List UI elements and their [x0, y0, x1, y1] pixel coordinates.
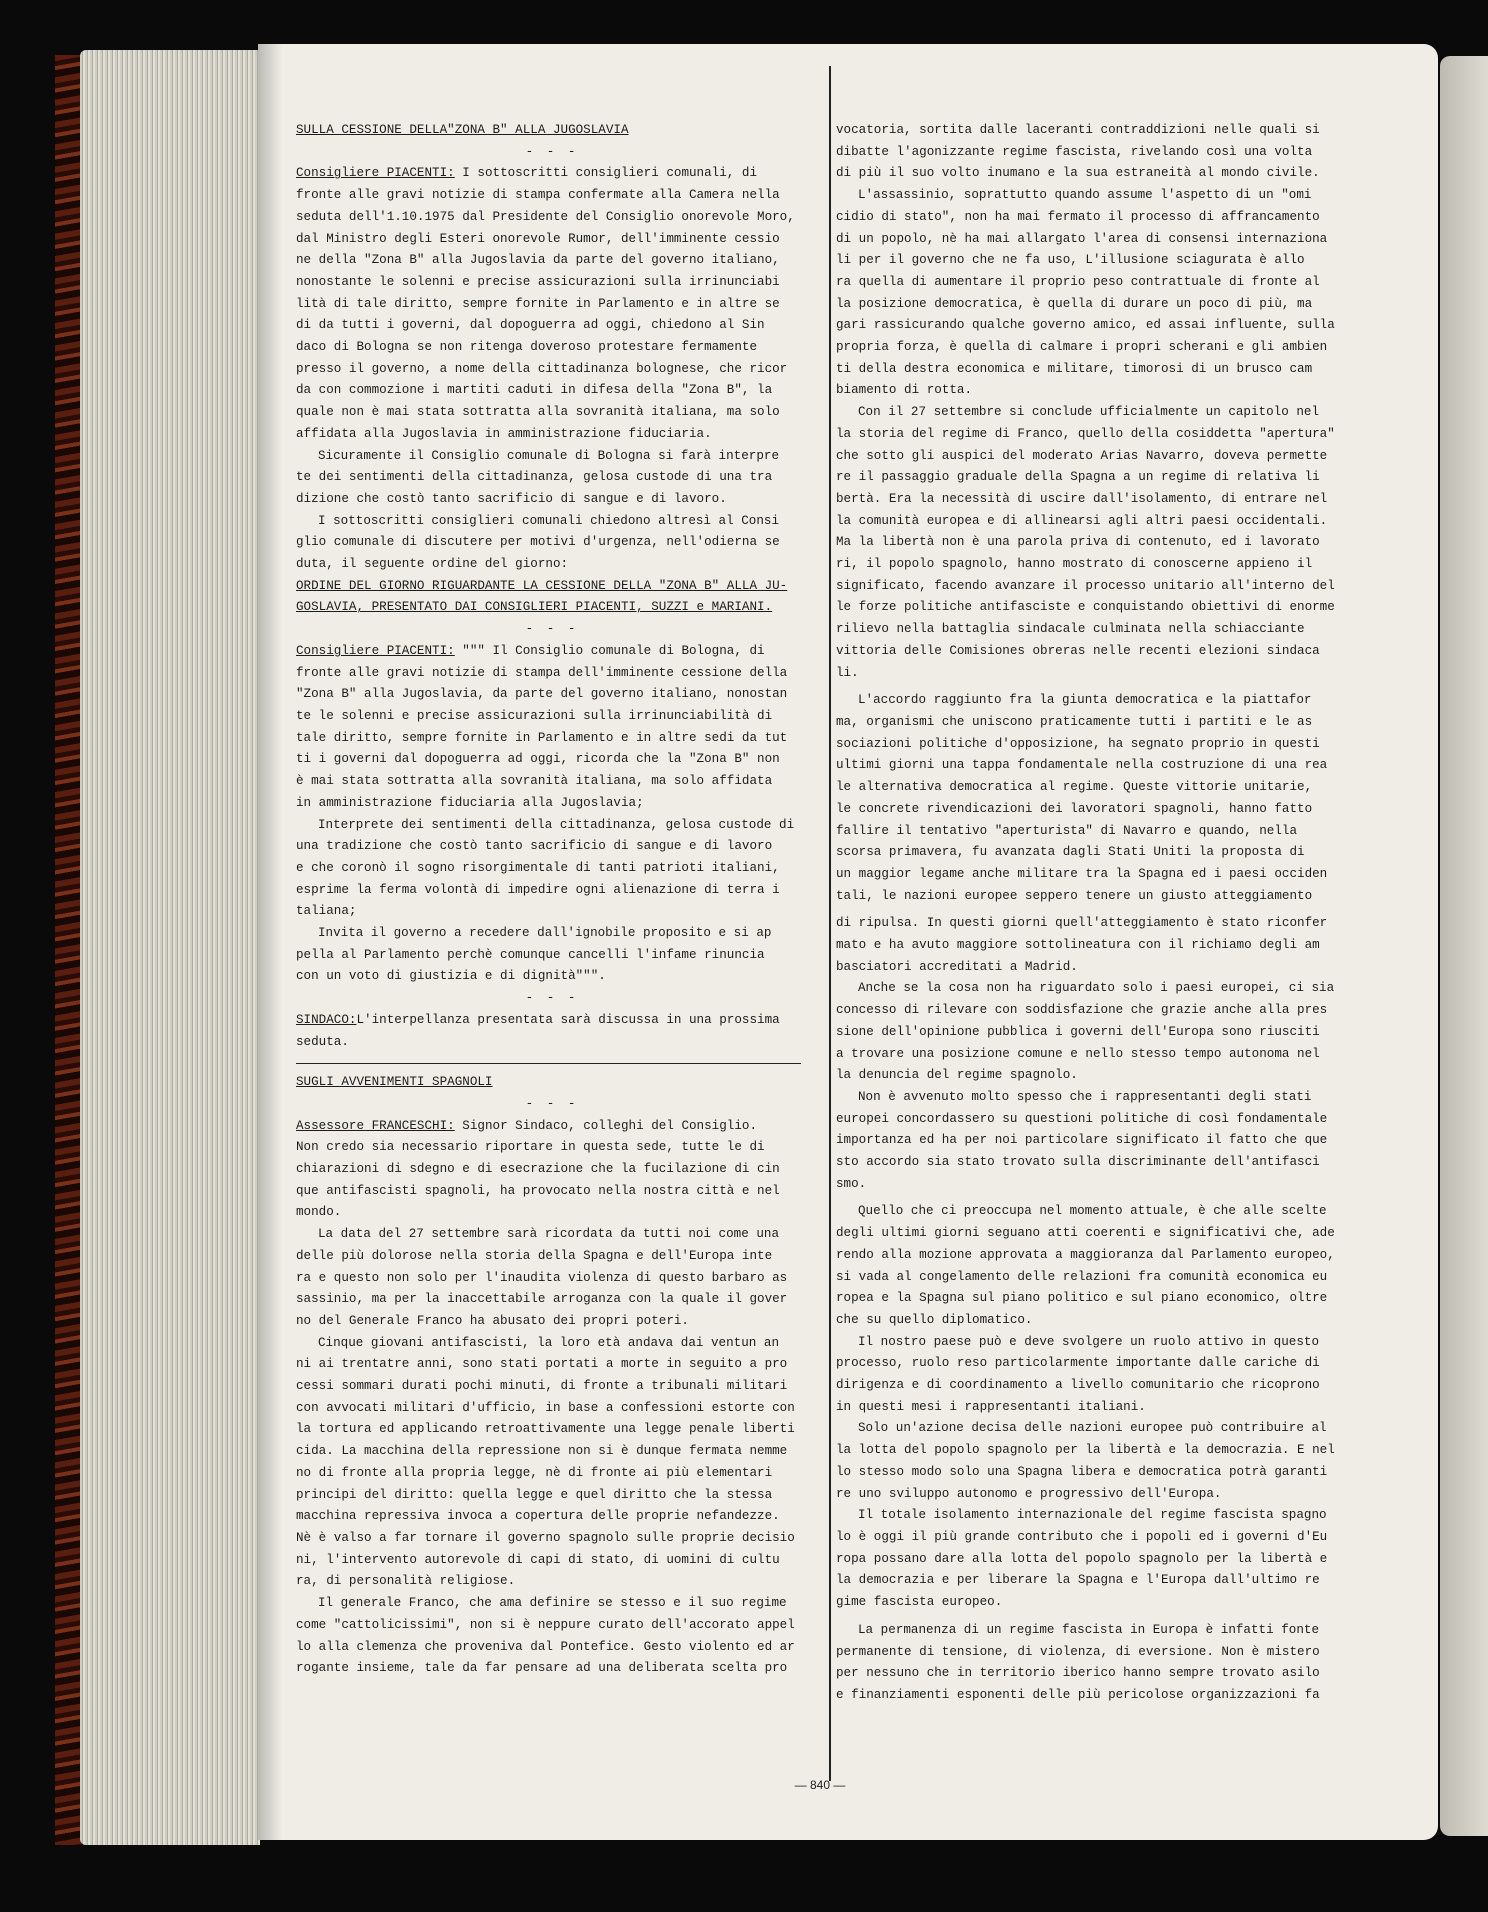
text-line: è mai stata sottratta alla sovranità italiana, ma solo affidata [296, 774, 773, 789]
text-line: vittoria delle Comisiones obreras nelle recenti elezioni sindaca [836, 643, 1320, 658]
text-line: ra quella di aumentare il proprio peso contrattuale di fronte al [836, 274, 1320, 289]
paragraph [296, 641, 808, 815]
text-line: le concrete rivendicazioni dei lavoratori spagnoli, hanno fatto [836, 801, 1313, 816]
text-line: """ Il Consiglio comunale di Bologna, di [454, 643, 765, 658]
right-column [836, 120, 1346, 1707]
paragraph [296, 1593, 808, 1680]
text-line: te le solenni e precise assicurazioni sulla irrinunciabilità di [296, 708, 773, 723]
text-line: gime fascista europeo. [836, 1595, 1003, 1610]
text-line: La data del 27 settembre sarà ricordata da tutti noi come una [318, 1227, 780, 1242]
paragraph [296, 446, 808, 511]
text-line: ni ai trentatre anni, sono stati portati a morte in seguito a pro [296, 1357, 788, 1372]
paragraph [836, 1505, 1346, 1614]
text-line: re il passaggio graduale della Spagna a un regime di relativa li [836, 470, 1320, 485]
text-line: rendo alla mozione approvata a maggioranza dal Parlamento europeo, [836, 1247, 1335, 1262]
text-line: biamento di rotta. [836, 383, 973, 398]
paragraph [836, 120, 1346, 185]
text-line: Quello che ci preoccupa nel momento attuale, è che alle scelte [858, 1204, 1327, 1219]
text-line: dibatte l'agonizzante regime fascista, rivelando così una volta [836, 144, 1313, 159]
text-line: le alternativa democratica al regime. Queste vittorie unitarie, [836, 780, 1313, 795]
text-line: di ripulsa. In questi giorni quell'atteggiamento è stato riconfer [836, 916, 1328, 931]
text-line: dizione che costò tanto sacrificio di sangue e di lavoro. [296, 491, 727, 506]
text-line: Signor Sindaco, colleghi del Consiglio. [454, 1118, 758, 1133]
text-line: di un popolo, nè ha mai allargato l'area di consensi internaziona [836, 231, 1328, 246]
text-line: La permanenza di un regime fascista in Europa è infatti fonte [858, 1622, 1320, 1637]
text-line: Ma la libertà non è una parola priva di contenuto, ed i lavorato [836, 535, 1320, 550]
text-line: le forze politiche antifasciste e conquistando obiettivi di enorme [836, 600, 1335, 615]
text-line: sione dell'opinione pubblica i governi dell'Europa sono riusciti [836, 1024, 1320, 1039]
text-line: lità di tale diritto, sempre fornite in Parlamento e in altre se [296, 296, 780, 311]
text-line: Cinque giovani antifascisti, la loro età andava dai ventun an [318, 1335, 780, 1350]
text-line: degli ultimi giorni seguano atti coerenti e significativi che, ade [836, 1226, 1335, 1241]
text-line: importanza ed ha per noi particolare significato il fatto che que [836, 1133, 1328, 1148]
text-line: ropa possano dare alla lotta del popolo spagnolo per la libertà e [836, 1551, 1328, 1566]
odg-title [296, 576, 808, 619]
paragraph [836, 402, 1346, 684]
text-line: macchina repressiva invoca a copertura delle proprie nefandezze. [296, 1509, 780, 1524]
paragraph [836, 185, 1346, 402]
speaker-label: Assessore FRANCESCHI: [296, 1118, 455, 1133]
paragraph [836, 690, 1346, 978]
paragraph [296, 511, 808, 576]
text-line: gari rassicurando qualche governo amico, ed assai influente, sulla [836, 318, 1335, 333]
text-line: una tradizione che costò tanto sacrificio di sangue e di lavoro [296, 839, 773, 854]
text-line: delle più dolorose nella storia della Spagna e dell'Europa inte [296, 1248, 773, 1263]
paragraph [836, 1087, 1346, 1196]
text-line: che su quello diplomatico. [836, 1312, 1033, 1327]
speaker-label: Consigliere PIACENTI: [296, 166, 455, 181]
text-line: vocatoria, sortita dalle laceranti contraddizioni nelle quali si [836, 123, 1320, 137]
text-line: li. [836, 665, 859, 680]
paragraph [836, 1418, 1346, 1505]
text-line: "Zona B" alla Jugoslavia, da parte del governo italiano, nonostan [296, 687, 788, 702]
text-line: GOSLAVIA, PRESENTATO DAI CONSIGLIERI PIACENTI, SUZZI e MARIANI. [296, 600, 773, 615]
text-line: te dei sentimenti della cittadinanza, gelosa custode di una tra [296, 470, 773, 485]
text-line: lo alla clemenza che proveniva dal Pontefice. Gesto violento ed ar [296, 1639, 795, 1654]
text-line: esprime la ferma volontà di impedire ogni alienazione di terra i [296, 882, 780, 897]
text-line: Non credo sia necessario riportare in questa sede, tutte le di [296, 1140, 765, 1155]
text-line: da con commozione i martiti caduti in difesa della "Zona B", la [296, 383, 773, 398]
text-line: ma, organismi che uniscono praticamente tutti i partiti e le as [836, 714, 1313, 729]
paragraph [296, 1010, 808, 1053]
paragraph [296, 1224, 808, 1333]
paragraph [296, 923, 808, 988]
text-line: la democrazia e per liberare la Spagna e l'Europa dall'ultimo re [836, 1573, 1320, 1588]
text-line: con un voto di giustizia e di dignità""". [296, 969, 606, 984]
text-line: ti della destra economica e militare, timorosi di un brusco cam [836, 361, 1313, 376]
facing-page-edge [1440, 56, 1488, 1836]
text-line: bertà. Era la necessità di uscire dall'isolamento, di entrare nel [836, 491, 1328, 506]
text-line: e finanziamenti esponenti delle più pericolose organizzazioni fa [836, 1687, 1320, 1702]
text-line: principi del diritto: quella legge e quel diritto che la stessa [296, 1487, 773, 1502]
text-line: Nè è valso a far tornare il governo spagnolo sulle proprie decisio [296, 1531, 795, 1545]
paragraph [836, 1201, 1346, 1331]
text-line: sassinio, ma per la inaccettabile arroganza con la quale il gover [296, 1292, 788, 1307]
text-line: rilievo nella battaglia sindacale culminata nella schiacciante [836, 622, 1305, 637]
text-line: scorsa primavera, fu avanzata dagli Stati Uniti la proposta di [836, 845, 1305, 860]
text-line: in questi mesi i rappresentanti italiani. [836, 1399, 1146, 1414]
text-line: daco di Bologna se non ritenga doveroso protestare fermamente [296, 340, 758, 355]
text-line: rogante insieme, tale da far pensare ad una deliberata scelta pro [296, 1661, 788, 1676]
text-line: di da tutti i governi, dal dopoguerra ad oggi, chiedono al Sin [296, 318, 765, 333]
text-line: con avvocati militari d'ufficio, in base a confessioni estorte con [296, 1400, 795, 1415]
text-line: que antifascisti spagnoli, ha provocato nella nostra città e nel [296, 1183, 780, 1198]
text-line: fronte alle gravi notizie di stampa confermate alla Camera nella [296, 188, 780, 203]
text-line: significato, facendo avanzare il processo unitario all'interno del [836, 578, 1335, 593]
text-line: che sotto gli auspici del moderato Arias Navarro, doveva permette [836, 448, 1328, 463]
paragraph [836, 1332, 1346, 1419]
text-line: Il nostro paese può e deve svolgere un ruolo attivo in questo [858, 1334, 1320, 1349]
text-line: no del Generale Franco ha abusato dei propri poteri. [296, 1313, 689, 1328]
text-line: lo stesso modo solo una Spagna libera e democratica potrà garanti [836, 1464, 1328, 1479]
text-line: affidata alla Jugoslavia in amministrazione fiduciaria. [296, 426, 712, 441]
text-line: seduta dell'1.10.1975 dal Presidente del Consiglio onorevole Moro, [296, 209, 795, 224]
text-line: Il generale Franco, che ama definire se stesso e il suo regime [318, 1596, 787, 1611]
section-heading-spagna: SUGLI AVVENIMENTI SPAGNOLI [296, 1075, 493, 1090]
text-line: si vada al congelamento delle relazioni fra comunità economica eu [836, 1269, 1328, 1284]
text-line: e che coronò il sogno risorgimentale di tanti patrioti italiani, [296, 860, 780, 875]
text-line: Sicuramente il Consiglio comunale di Bologna si farà interpre [318, 448, 780, 463]
text-line: mato e ha avuto maggiore sottolineatura con il richiamo degli am [836, 938, 1320, 953]
text-line: nonostante le solenni e precise assicurazioni sulla irrinunciabi [296, 274, 780, 289]
text-line: un maggior legame anche militare tra la Spagna ed i paesi occiden [836, 866, 1328, 881]
text-line: cessi sommari durati pochi minuti, di fronte a tribunali militari [296, 1379, 788, 1394]
text-line: Con il 27 settembre si conclude ufficialmente un capitolo nel [858, 405, 1320, 420]
text-line: no di fronte alla propria legge, nè di fronte ai più elementari [296, 1465, 773, 1480]
text-line: fallire il tentativo "aperturista" di Navarro e quando, nella [836, 823, 1298, 838]
text-line: a trovare una posizione comune e nello stesso tempo autonoma nel [836, 1046, 1320, 1061]
text-line: lo è oggi il più grande contributo che i popoli ed i governi d'Eu [836, 1530, 1328, 1544]
text-line: ri, il popolo spagnolo, hanno mostrato di conoscerne appieno il [836, 557, 1313, 572]
text-line: tali, le nazioni europee seppero tenere un giusto atteggiamento [836, 888, 1313, 903]
text-line: sociazioni politiche d'opposizione, ha segnato proprio in questi [836, 736, 1320, 751]
separator: - - - [525, 144, 579, 159]
text-line: come "cattolicissimi", non si è neppure curato dell'accorato appel [296, 1617, 795, 1632]
separator: - - - [525, 1096, 579, 1111]
separator: - - - [525, 991, 579, 1006]
text-line: mondo. [296, 1205, 342, 1220]
text-line: ropea e la Spagna sul piano politico e sul piano economico, oltre [836, 1291, 1328, 1306]
text-line: ne della "Zona B" alla Jugoslavia da parte del governo italiano, [296, 253, 780, 268]
paragraph [296, 1333, 808, 1593]
paragraph [836, 978, 1346, 1087]
text-line: in amministrazione fiduciaria alla Jugoslavia; [296, 795, 644, 810]
paragraph [836, 1620, 1346, 1707]
text-line: seduta. [296, 1034, 349, 1049]
text-line: duta, il seguente ordine del giorno: [296, 557, 569, 572]
text-line: Anche se la cosa non ha riguardato solo i paesi europei, ci sia [858, 981, 1335, 996]
text-line: I sottoscritti consiglieri comunali chiedono altresì al Consi [318, 513, 780, 528]
text-line: glio comunale di discutere per motivi d'urgenza, nell'odierna se [296, 535, 780, 550]
text-line: sto accordo sia stato trovato sulla discriminante dell'antifasci [836, 1155, 1320, 1170]
text-line: cidio di stato", non ha mai fermato il processo di affrancamento [836, 209, 1320, 224]
text-line: Solo un'azione decisa delle nazioni europee può contribuire al [858, 1421, 1327, 1436]
text-line: la storia del regime di Franco, quello della cosiddetta "apertura" [836, 426, 1335, 441]
text-line: ni, l'intervento autorevole di capi di stato, di uomini di cultu [296, 1552, 780, 1567]
speaker-label: Consigliere PIACENTI: [296, 643, 455, 658]
paragraph [296, 1116, 808, 1225]
text-line: processo, ruolo reso particolarmente importante dalle cariche di [836, 1356, 1320, 1371]
text-line: presso il governo, a nome della cittadinanza bolognese, che ricor [296, 361, 788, 376]
text-line: Invita il governo a recedere dall'ignobile proposito e si ap [318, 926, 772, 941]
column-divider [829, 66, 831, 1781]
text-line: Interprete dei sentimenti della cittadinanza, gelosa custode di [318, 817, 795, 832]
text-line: ultimi giorni una tappa fondamentale nella costruzione di una rea [836, 758, 1328, 773]
page-number: — 840 — [794, 1778, 846, 1792]
section-rule [296, 1063, 801, 1064]
text-line: dal Ministro degli Esteri onorevole Rumor, dell'imminente cessio [296, 231, 780, 246]
book-page-stack [80, 50, 260, 1845]
text-line: la lotta del popolo spagnolo per la libertà e la democrazia. E nel [836, 1443, 1335, 1458]
text-line: re uno sviluppo autonomo e progressivo dell'Europa. [836, 1486, 1222, 1501]
text-line: tale diritto, sempre fornite in Parlamento e in altre sedi da tut [296, 730, 788, 745]
paragraph [296, 815, 808, 924]
text-line: L'assassinio, soprattutto quando assume l'aspetto di un "omi [858, 188, 1312, 203]
section-heading-zona-b: SULLA CESSIONE DELLA"ZONA B" ALLA JUGOSLAVIA [296, 123, 629, 137]
text-line: ORDINE DEL GIORNO RIGUARDANTE LA CESSIONE DELLA "ZONA B" ALLA JU- [296, 578, 788, 593]
text-line: europei concordassero su questioni politiche di così fondamentale [836, 1111, 1328, 1126]
gutter-shadow [258, 44, 282, 1840]
text-line: ra, di personalità religiose. [296, 1574, 516, 1589]
left-column [296, 120, 808, 1680]
text-line: di più il suo volto inumano e la sua estraneità al mondo civile. [836, 166, 1320, 181]
text-line: dirigenza e di coordinamento a livello comunitario che ricoprono [836, 1378, 1320, 1393]
text-line: la tortura ed applicando retroattivamente una legge penale liberti [296, 1422, 795, 1437]
text-line: ti i governi dal dopoguerra ad oggi, ricorda che la "Zona B" non [296, 752, 780, 767]
text-line: la posizione democratica, è quella di durare un poco di più, ma [836, 296, 1313, 311]
text-line: I sottoscritti consiglieri comunali, di [454, 166, 758, 181]
text-line: propria forza, è quella di calmare i propri scherani e gli ambien [836, 340, 1328, 355]
text-line: taliana; [296, 904, 357, 919]
text-line: concesso di rilevare con soddisfazione che grazie anche alla pres [836, 1003, 1328, 1018]
text-line: ra e questo non solo per l'inaudita violenza di questo barbaro as [296, 1270, 788, 1285]
text-line: quale non è mai stata sottratta alla sovranità italiana, ma solo [296, 405, 780, 420]
text-line: la comunità europea e di allinearsi agli altri paesi occidentali. [836, 513, 1328, 528]
text-line: permanente di tensione, di violenza, di eversione. Non è mistero [836, 1644, 1320, 1659]
text-line: cida. La macchina della repressione non si è dunque fermata nemme [296, 1444, 788, 1459]
text-line: basciatori accreditati a Madrid. [836, 959, 1078, 974]
text-line: smo. [836, 1176, 867, 1191]
text-line: pella al Parlamento perchè comunque cancelli l'infame rinuncia [296, 947, 765, 962]
speaker-label: SINDACO: [296, 1012, 357, 1027]
text-line: L'interpellanza presentata sarà discussa in una prossima [356, 1012, 780, 1027]
text-line: Non è avvenuto molto spesso che i rappresentanti degli stati [858, 1089, 1312, 1104]
text-line: fronte alle gravi notizie di stampa dell'imminente cessione della [296, 665, 788, 680]
paragraph [296, 163, 808, 445]
separator: - - - [525, 622, 579, 637]
text-line: chiarazioni di sdegno e di esecrazione che la fucilazione di cin [296, 1162, 780, 1177]
text-line: la denuncia del regime spagnolo. [836, 1068, 1078, 1083]
text-line: Il totale isolamento internazionale del regime fascista spagno [858, 1508, 1327, 1523]
text-line: per nessuno che in territorio iberico hanno sempre trovato asilo [836, 1666, 1320, 1681]
text-line: L'accordo raggiunto fra la giunta democratica e la piattafor [858, 693, 1312, 708]
text-line: li per il governo che ne fa uso, L'illusione sciagurata è allo [836, 253, 1305, 268]
